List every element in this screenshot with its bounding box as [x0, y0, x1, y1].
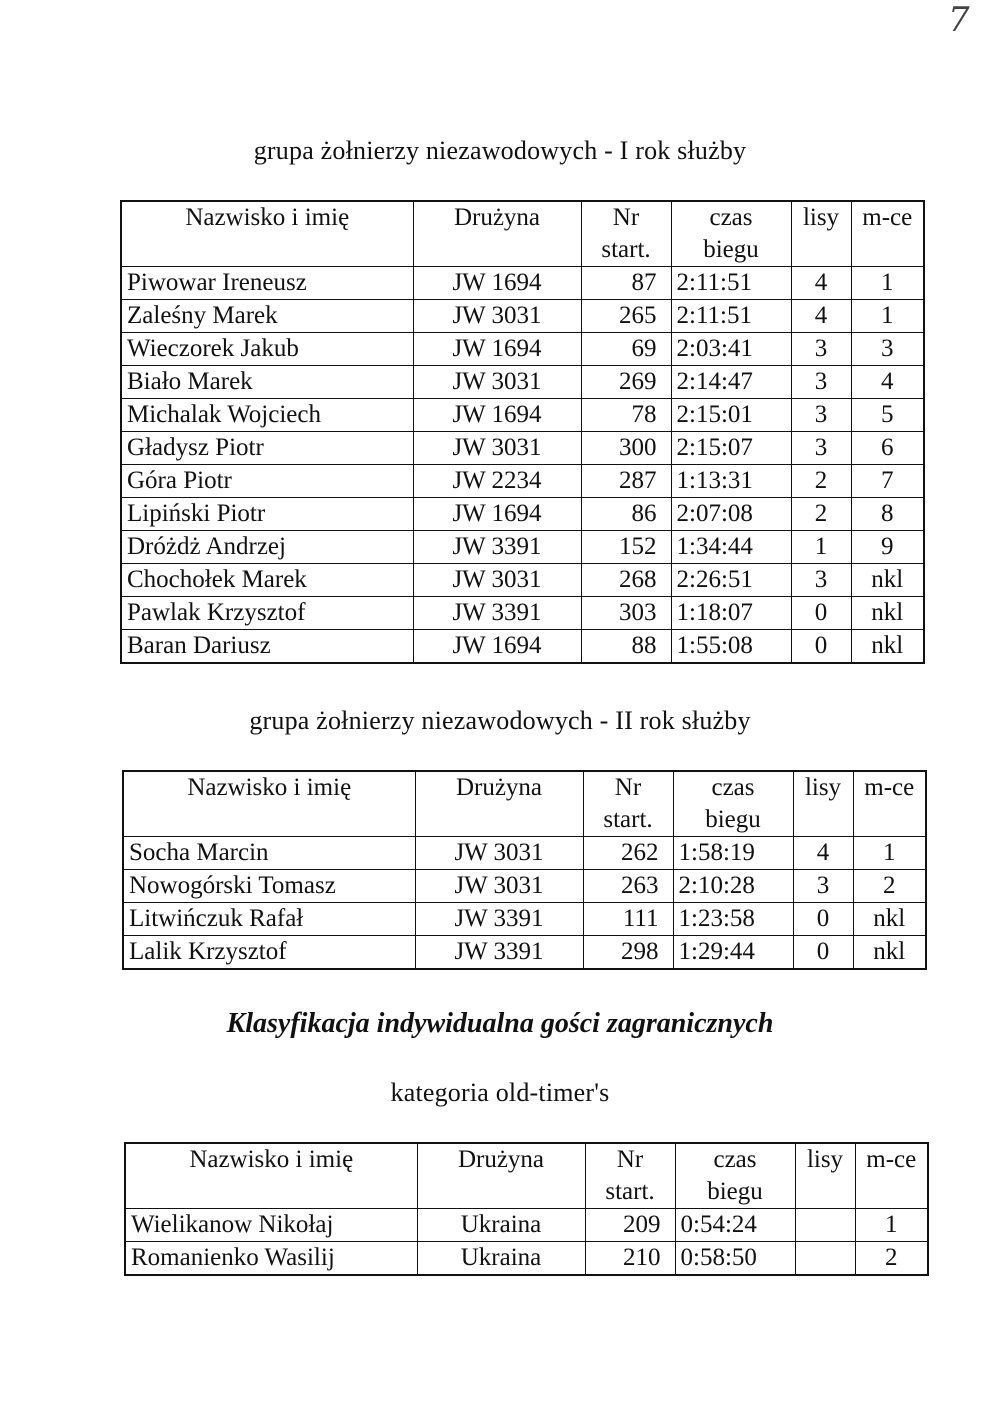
- table-row: [121, 333, 924, 366]
- col-header-place-line1: m-ce: [864, 774, 915, 801]
- col-header-team: [413, 201, 581, 267]
- cell-nr: 262: [583, 837, 673, 870]
- cell-foxes: 0: [793, 936, 853, 970]
- cell-name: Lalik Krzysztof: [123, 936, 415, 970]
- table-row: [125, 1242, 928, 1276]
- col-header-run-time-line2: biegu: [707, 1178, 763, 1205]
- cell-place: 2: [855, 1242, 928, 1276]
- cell-time: 2:11:51: [671, 300, 791, 333]
- col-header-team: [417, 1143, 585, 1209]
- cell-foxes: 1: [791, 531, 851, 564]
- col-header-run-time-line1: czas: [709, 204, 753, 231]
- cell-place: 2: [853, 870, 926, 903]
- cell-time: 0:58:50: [675, 1242, 795, 1276]
- col-header-team: [415, 771, 583, 837]
- cell-team: JW 3031: [415, 870, 583, 903]
- col-header-name: [125, 1143, 417, 1209]
- col-header-name-line1: Nazwisko i imię: [189, 1146, 354, 1173]
- cell-place: 4: [851, 366, 924, 399]
- cell-nr: 87: [581, 267, 671, 300]
- col-header-run-time-line2: biegu: [705, 806, 761, 833]
- cell-time: 1:29:44: [673, 936, 793, 970]
- cell-foxes: [795, 1242, 855, 1276]
- col-header-run-time-line2: biegu: [703, 236, 759, 263]
- col-header-place: [855, 1143, 928, 1209]
- cell-name: Dróżdż Andrzej: [121, 531, 413, 564]
- col-header-start-number-line2: start.: [601, 236, 651, 263]
- cell-place: nkl: [853, 936, 926, 970]
- cell-team: JW 1694: [413, 333, 581, 366]
- group2-results-table: [122, 770, 927, 970]
- table-row: [121, 300, 924, 333]
- cell-place: 8: [851, 498, 924, 531]
- cell-foxes: 3: [793, 870, 853, 903]
- cell-time: 1:55:08: [671, 630, 791, 664]
- cell-place: 1: [851, 267, 924, 300]
- cell-team: JW 3391: [413, 597, 581, 630]
- cell-time: 1:58:19: [673, 837, 793, 870]
- cell-team: Ukraina: [417, 1209, 585, 1242]
- col-header-start-number: [583, 771, 673, 837]
- cell-name: Romanienko Wasilij: [125, 1242, 417, 1276]
- table-row: [121, 630, 924, 664]
- table-row: [123, 837, 926, 870]
- cell-foxes: 4: [793, 837, 853, 870]
- cell-time: 2:14:47: [671, 366, 791, 399]
- col-header-run-time: [675, 1143, 795, 1209]
- table-row: [121, 597, 924, 630]
- header-row: [125, 1143, 928, 1209]
- col-header-name-line1: Nazwisko i imię: [185, 204, 350, 231]
- header-row: [121, 201, 924, 267]
- col-header-foxes: [791, 201, 851, 267]
- cell-foxes: 3: [791, 333, 851, 366]
- foreign-results-table: [124, 1142, 929, 1276]
- col-header-start-number-line2: start.: [605, 1178, 655, 1205]
- col-header-foxes: [795, 1143, 855, 1209]
- cell-time: 1:23:58: [673, 903, 793, 936]
- col-header-foxes-line1: lisy: [804, 774, 842, 801]
- cell-foxes: 0: [791, 630, 851, 664]
- cell-team: JW 3031: [415, 837, 583, 870]
- col-header-place-line1: m-ce: [866, 1146, 917, 1173]
- table-row: [121, 432, 924, 465]
- group1-results-table: [120, 200, 925, 664]
- cell-time: 2:07:08: [671, 498, 791, 531]
- cell-place: 1: [853, 837, 926, 870]
- cell-team: JW 3391: [415, 936, 583, 970]
- col-header-run-time: [671, 201, 791, 267]
- cell-place: 3: [851, 333, 924, 366]
- table-row: [123, 903, 926, 936]
- cell-nr: 152: [581, 531, 671, 564]
- table-row: [121, 465, 924, 498]
- foreign-category-heading: kategoria old-timer's: [390, 1078, 610, 1107]
- cell-place: nkl: [851, 597, 924, 630]
- col-header-foxes-line1: lisy: [802, 204, 840, 231]
- cell-foxes: 2: [791, 498, 851, 531]
- col-header-team-line1: Drużyna: [453, 204, 541, 231]
- cell-place: nkl: [851, 630, 924, 664]
- header-row: [123, 771, 926, 837]
- page-number: 7: [948, 0, 970, 40]
- col-header-start-number-line1: Nr: [612, 204, 640, 231]
- cell-team: JW 3031: [413, 300, 581, 333]
- col-header-place: [851, 201, 924, 267]
- cell-name: Socha Marcin: [123, 837, 415, 870]
- cell-team: JW 1694: [413, 498, 581, 531]
- cell-name: Litwińczuk Rafał: [123, 903, 415, 936]
- col-header-name: [121, 201, 413, 267]
- cell-name: Wieczorek Jakub: [121, 333, 413, 366]
- cell-time: 0:54:24: [675, 1209, 795, 1242]
- col-header-start-number-line1: Nr: [614, 774, 642, 801]
- table-row: [121, 366, 924, 399]
- cell-name: Michalak Wojciech: [121, 399, 413, 432]
- col-header-run-time-line1: czas: [711, 774, 755, 801]
- table-row: [121, 531, 924, 564]
- cell-foxes: 3: [791, 366, 851, 399]
- cell-team: JW 2234: [413, 465, 581, 498]
- col-header-start-number: [585, 1143, 675, 1209]
- cell-foxes: 4: [791, 300, 851, 333]
- cell-nr: 263: [583, 870, 673, 903]
- cell-name: Chochołek Marek: [121, 564, 413, 597]
- cell-foxes: [795, 1209, 855, 1242]
- cell-nr: 269: [581, 366, 671, 399]
- table-row: [125, 1209, 928, 1242]
- cell-name: Baran Dariusz: [121, 630, 413, 664]
- cell-foxes: 3: [791, 564, 851, 597]
- cell-time: 1:34:44: [671, 531, 791, 564]
- cell-foxes: 2: [791, 465, 851, 498]
- cell-foxes: 3: [791, 399, 851, 432]
- cell-team: JW 3391: [415, 903, 583, 936]
- cell-nr: 303: [581, 597, 671, 630]
- col-header-place-line1: m-ce: [862, 204, 913, 231]
- group1-heading: grupa żołnierzy niezawodowych - I rok służby: [253, 136, 747, 165]
- cell-time: 1:13:31: [671, 465, 791, 498]
- cell-time: 2:15:01: [671, 399, 791, 432]
- cell-team: JW 3391: [413, 531, 581, 564]
- cell-team: JW 3031: [413, 564, 581, 597]
- cell-place: 1: [851, 300, 924, 333]
- cell-name: Nowogórski Tomasz: [123, 870, 415, 903]
- col-header-team-line1: Drużyna: [457, 1146, 545, 1173]
- cell-nr: 88: [581, 630, 671, 664]
- col-header-start-number: [581, 201, 671, 267]
- cell-foxes: 0: [791, 597, 851, 630]
- cell-team: Ukraina: [417, 1242, 585, 1276]
- cell-nr: 268: [581, 564, 671, 597]
- cell-nr: 69: [581, 333, 671, 366]
- cell-time: 2:26:51: [671, 564, 791, 597]
- cell-place: 9: [851, 531, 924, 564]
- cell-nr: 209: [585, 1209, 675, 1242]
- table-row: [121, 564, 924, 597]
- cell-nr: 287: [581, 465, 671, 498]
- table-row: [121, 399, 924, 432]
- foreign-guests-title: Klasyfikacja indywidualna gości zagranicznych: [226, 1008, 774, 1039]
- cell-nr: 78: [581, 399, 671, 432]
- col-header-place: [853, 771, 926, 837]
- cell-name: Piwowar Ireneusz: [121, 267, 413, 300]
- cell-place: nkl: [853, 903, 926, 936]
- cell-time: 2:03:41: [671, 333, 791, 366]
- cell-name: Wielikanow Nikołaj: [125, 1209, 417, 1242]
- cell-time: 2:11:51: [671, 267, 791, 300]
- cell-name: Zaleśny Marek: [121, 300, 413, 333]
- col-header-name: [123, 771, 415, 837]
- cell-place: 5: [851, 399, 924, 432]
- cell-time: 1:18:07: [671, 597, 791, 630]
- cell-place: nkl: [851, 564, 924, 597]
- cell-team: JW 1694: [413, 267, 581, 300]
- cell-name: Pawlak Krzysztof: [121, 597, 413, 630]
- cell-name: Gładysz Piotr: [121, 432, 413, 465]
- cell-name: Góra Piotr: [121, 465, 413, 498]
- cell-team: JW 3031: [413, 366, 581, 399]
- col-header-team-line1: Drużyna: [455, 774, 543, 801]
- col-header-run-time: [673, 771, 793, 837]
- cell-nr: 300: [581, 432, 671, 465]
- cell-foxes: 3: [791, 432, 851, 465]
- cell-nr: 265: [581, 300, 671, 333]
- group2-heading: grupa żołnierzy niezawodowych - II rok służby: [249, 706, 751, 735]
- cell-nr: 298: [583, 936, 673, 970]
- table-row: [121, 498, 924, 531]
- cell-foxes: 0: [793, 903, 853, 936]
- cell-team: JW 1694: [413, 399, 581, 432]
- cell-foxes: 4: [791, 267, 851, 300]
- cell-name: Biało Marek: [121, 366, 413, 399]
- col-header-foxes: [793, 771, 853, 837]
- cell-time: 2:15:07: [671, 432, 791, 465]
- col-header-start-number-line1: Nr: [616, 1146, 644, 1173]
- cell-place: 7: [851, 465, 924, 498]
- cell-nr: 111: [583, 903, 673, 936]
- col-header-name-line1: Nazwisko i imię: [187, 774, 352, 801]
- cell-place: 6: [851, 432, 924, 465]
- col-header-run-time-line1: czas: [713, 1146, 757, 1173]
- table-row: [121, 267, 924, 300]
- col-header-foxes-line1: lisy: [806, 1146, 844, 1173]
- cell-nr: 210: [585, 1242, 675, 1276]
- cell-team: JW 3031: [413, 432, 581, 465]
- cell-name: Lipiński Piotr: [121, 498, 413, 531]
- cell-nr: 86: [581, 498, 671, 531]
- cell-place: 1: [855, 1209, 928, 1242]
- col-header-start-number-line2: start.: [603, 806, 653, 833]
- table-row: [123, 870, 926, 903]
- cell-team: JW 1694: [413, 630, 581, 664]
- table-row: [123, 936, 926, 970]
- cell-time: 2:10:28: [673, 870, 793, 903]
